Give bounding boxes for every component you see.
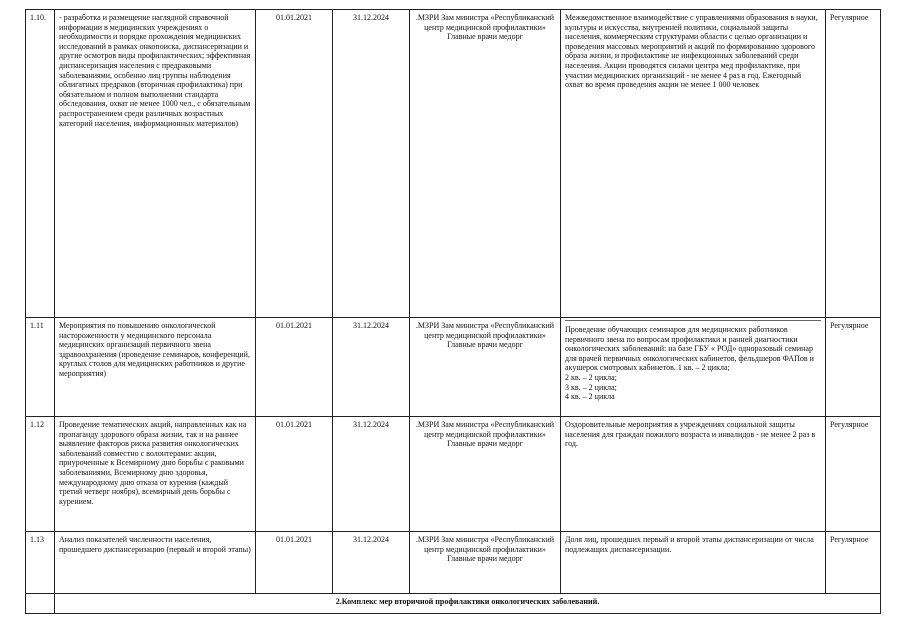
end-date-cell: 31.12.2024 <box>333 417 410 532</box>
end-date-cell: 31.12.2024 <box>333 318 410 417</box>
activity-cell: Мероприятия по повышению онкологической настороженности у медицинского персонала медицинских организаций первичного звена здравоохранения (проведение семинаров, конференций, круглых столов для медицинских работников и другие мероприятия) <box>55 318 256 417</box>
responsible-cell: .МЗРИ Зам министра «Республиканский центр медицинской профилактики» Главные врачи медорг <box>410 417 561 532</box>
periodicity-cell: Регулярное <box>826 318 881 417</box>
responsible-cell: .МЗРИ Зам министра «Республиканский центр медицинской профилактики» Главные врачи медорг <box>410 318 561 417</box>
activity-cell: Анализ показателей численности населения, прошедшего диспансеризацию (первый и второй этапы) <box>55 532 256 594</box>
table-row <box>26 532 881 594</box>
result-cell: Доля лиц, прошедших первый и второй этапы диспансеризации от числа подлежащих диспансеризации. <box>561 532 826 594</box>
start-date-cell: 01.01.2021 <box>256 318 333 417</box>
result-text: Проведение обучающих семинаров для медицинских работников первичного звена по вопросам профилактики и ранней диагностики онкологических заболеваний: на базе ГБУ « РОД» одноразовый семинар для врачей первичных онкологических кабинетов, фельдшеров ФАПов и акушерок смотровых кабинетов. 1 кв. – 2 цикла; 2 кв. – 2 цикла; 3 кв. – 2 цикла; 4 кв. – 2 цикла <box>565 320 821 402</box>
table-row <box>26 318 881 417</box>
activity-cell: - разработка и размещение наглядной справочной информации в медицинских учреждениях о необходимости и порядке прохождения медицинских исследований в рамках онкопоиска, диспансеризации и другие осмотров виды профилактических; эффективная диспансеризация населения с предраковыми заболеваниями, особенно лиц группы наблюдения облигатных предраков (вторичная профилактика) при обязательном и полном выполнении стандарта обследования, охват не менее 1000 чел., с обязательным распространением среди различных возрастных категорий населения, информационных материалов) <box>55 10 256 318</box>
section-title: 2.Комплекс мер вторичной профилактики онкологических заболеваний. <box>55 594 881 614</box>
periodicity-cell: Регулярное <box>826 10 881 318</box>
result-cell: Оздоровительные мероприятия в учреждениях социальной защиты населения для граждан пожилого возраста и инвалидов - не менее 2 раз в год. <box>561 417 826 532</box>
empty-cell <box>26 594 55 614</box>
activity-cell: Проведение тематических акций, направленных как на пропаганду здорового образа жизни, так и на раннее выявление факторов риска развития онкологических заболеваний совместно с волонтерами: акции, приуроченные к Всемирному дню борьбы с раковыми заболеваниями, Всемирному дню здоровья, международному дню отказа от курения (каждый третий четверг ноября), всемирный день борьбы с курением. <box>55 417 256 532</box>
periodicity-cell: Регулярное <box>826 417 881 532</box>
row-number: 1.10. <box>26 10 55 318</box>
table-row <box>26 10 881 318</box>
result-cell: Межведомственное взаимодействие с управлениями образования в науки, культуры и искусства, внутренней политики, социальной защиты населения, коммерческим структурами области с целью организации и проведения массовых мероприятий и акций по формированию здорового образа жизни, и профилактике не инфекционных заболеваний среди населения. Акции проводятся силами центра мед профилактике, при участии медицинских организаций - не менее 4 раз в год. Ежегодный охват во время проведения акции не менее 1 000 человек <box>561 10 826 318</box>
responsible-cell: .МЗРИ Зам министра «Республиканский центр медицинской профилактики» Главные врачи медорг <box>410 10 561 318</box>
end-date-cell: 31.12.2024 <box>333 10 410 318</box>
start-date-cell: 01.01.2021 <box>256 532 333 594</box>
result-cell <box>561 318 826 417</box>
periodicity-cell: Регулярное <box>826 532 881 594</box>
row-number: 1.13 <box>26 532 55 594</box>
plan-table <box>25 9 881 614</box>
end-date-cell: 31.12.2024 <box>333 532 410 594</box>
start-date-cell: 01.01.2021 <box>256 10 333 318</box>
row-number: 1.12 <box>26 417 55 532</box>
start-date-cell: 01.01.2021 <box>256 417 333 532</box>
row-number: 1.11 <box>26 318 55 417</box>
section-header-row <box>26 594 881 614</box>
table-row <box>26 417 881 532</box>
responsible-cell: .МЗРИ Зам министра «Республиканский центр медицинской профилактики» Главные врачи медорг <box>410 532 561 594</box>
